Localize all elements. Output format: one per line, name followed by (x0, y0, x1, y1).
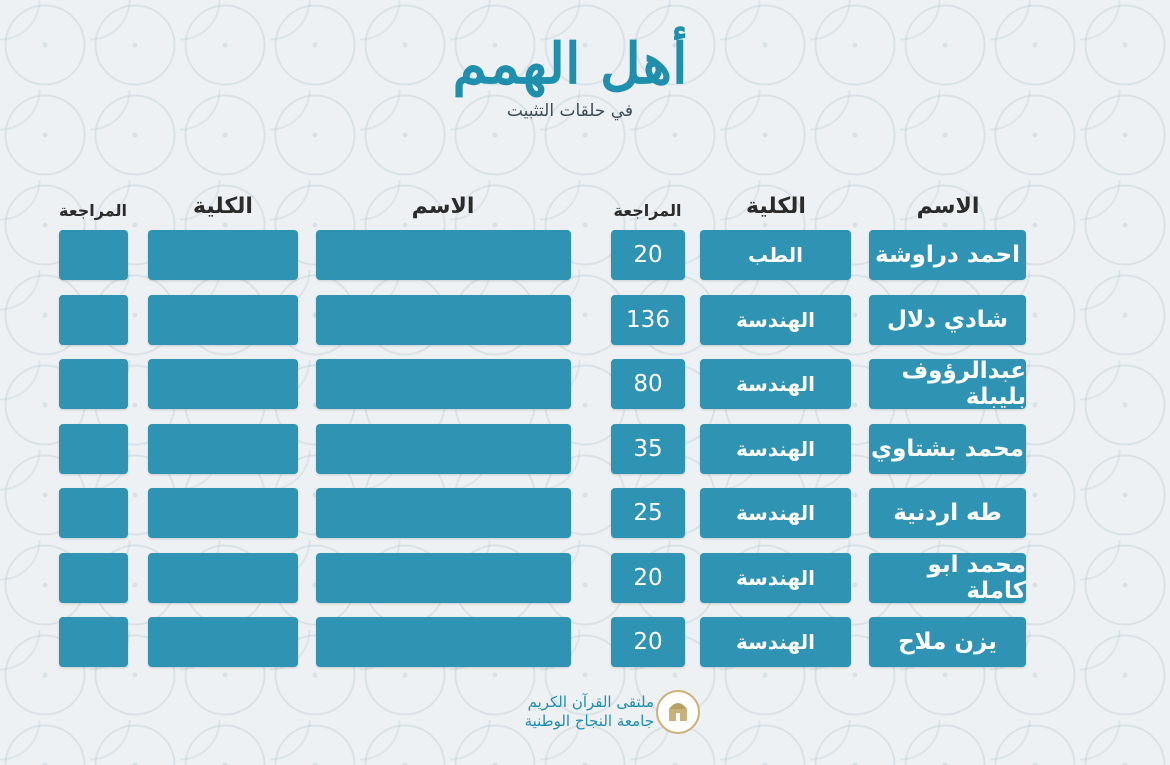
review-cell: 35 (611, 424, 685, 474)
empty-name-cell (316, 424, 571, 474)
header-review-left: المراجعة (59, 201, 127, 220)
empty-review-cell (59, 295, 128, 345)
college-cell: الهندسة (700, 359, 851, 409)
empty-college-cell (148, 295, 298, 345)
header-college-left: الكلية (193, 194, 253, 219)
empty-review-cell (59, 359, 128, 409)
empty-college-cell (148, 488, 298, 538)
empty-review-cell (59, 488, 128, 538)
name-cell: محمد ابو كاملة (869, 553, 1026, 603)
empty-review-cell (59, 424, 128, 474)
empty-college-cell (148, 617, 298, 667)
review-cell: 20 (611, 617, 685, 667)
page-title: أهل الهمم (452, 31, 688, 97)
quran-forum-logo-icon (656, 690, 700, 734)
header-name-left: الاسم (411, 194, 475, 219)
footer-line-2: جامعة النجاح الوطنية (524, 711, 654, 730)
page-subtitle: في حلقات التثبيت (506, 100, 634, 121)
empty-college-cell (148, 553, 298, 603)
review-cell: 25 (611, 488, 685, 538)
name-cell: طه اردنية (869, 488, 1026, 538)
empty-name-cell (316, 617, 571, 667)
review-cell: 80 (611, 359, 685, 409)
empty-review-cell (59, 617, 128, 667)
name-cell: عبدالرؤوف بليبلة (869, 359, 1026, 409)
college-cell: الطب (700, 230, 851, 280)
name-cell: احمد دراوشة (869, 230, 1026, 280)
empty-college-cell (148, 230, 298, 280)
review-cell: 20 (611, 230, 685, 280)
empty-name-cell (316, 553, 571, 603)
college-cell: الهندسة (700, 553, 851, 603)
college-cell: الهندسة (700, 617, 851, 667)
header-review-right: المراجعة (613, 201, 682, 220)
empty-college-cell (148, 424, 298, 474)
empty-name-cell (316, 488, 571, 538)
college-cell: الهندسة (700, 424, 851, 474)
name-cell: يزن ملاح (869, 617, 1026, 667)
footer-text (525, 693, 654, 731)
empty-college-cell (148, 359, 298, 409)
empty-name-cell (316, 230, 571, 280)
college-cell: الهندسة (700, 295, 851, 345)
title-block (440, 28, 700, 121)
header-name-right: الاسم (916, 194, 980, 219)
footer-line-1: ملتقى القرآن الكريم (527, 693, 654, 711)
empty-review-cell (59, 230, 128, 280)
review-cell: 20 (611, 553, 685, 603)
review-cell: 136 (611, 295, 685, 345)
empty-review-cell (59, 553, 128, 603)
empty-name-cell (316, 295, 571, 345)
footer-branding (470, 688, 700, 748)
name-cell: شادي دلال (869, 295, 1026, 345)
empty-name-cell (316, 359, 571, 409)
header-college-right: الكلية (746, 194, 806, 219)
college-cell: الهندسة (700, 488, 851, 538)
name-cell: محمد بشتاوي (869, 424, 1026, 474)
